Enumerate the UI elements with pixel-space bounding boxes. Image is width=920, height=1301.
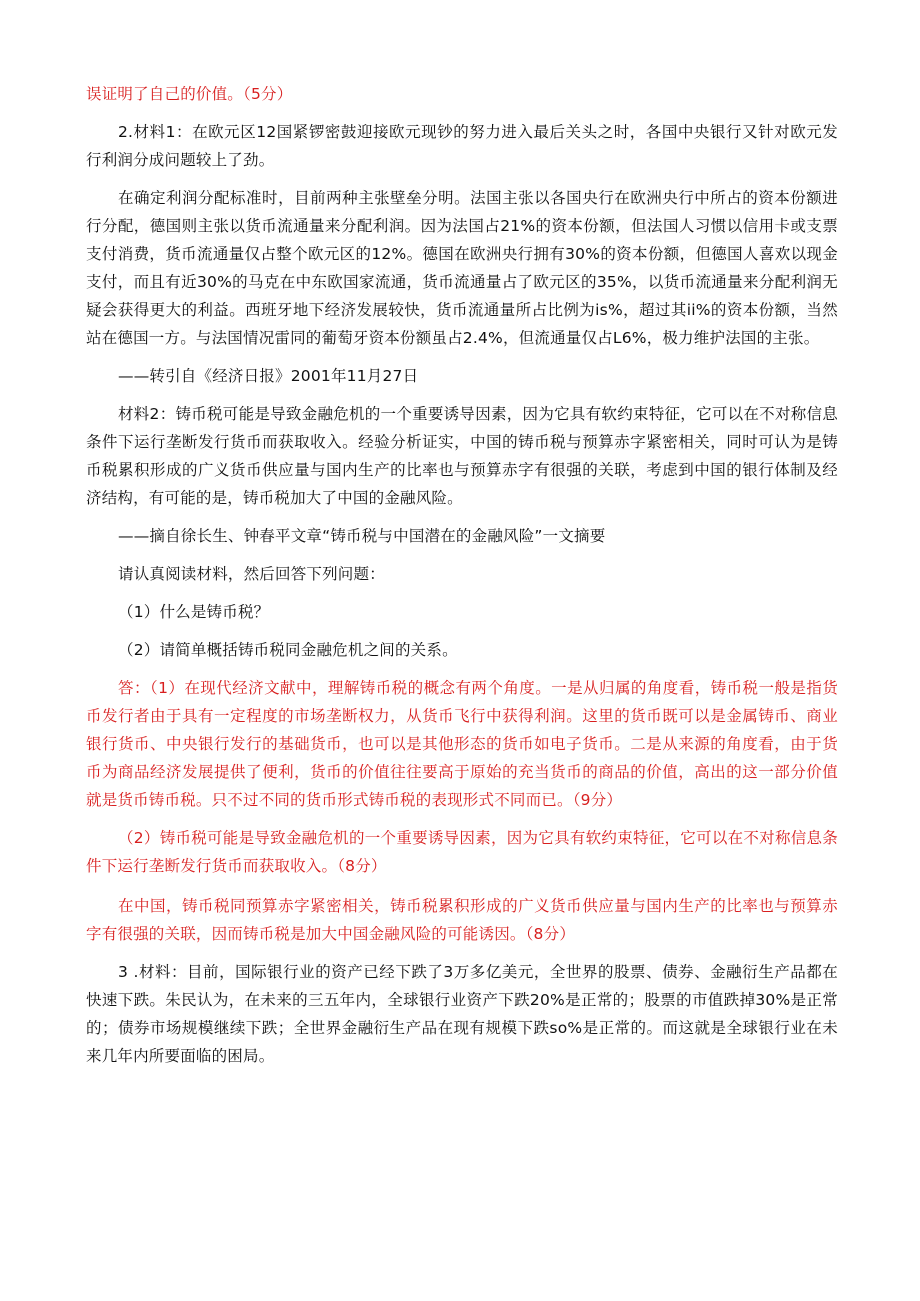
- question-2-material-1-intro: 2.材料1：在欧元区12国紧锣密鼓迎接欧元现钞的努力进入最后关头之时，各国中央银行又针对欧元发行利润分成问题较上了劲。: [86, 123, 838, 169]
- question-3-material: 3 .材料：目前，国际银行业的资产已经下跌了3万多亿美元，全世界的股票、债券、金融衍生产品都在快速下跌。朱民认为，在未来的三五年内，全球银行业资产下跌20%是正常的；股票的市值跌掉30%是正常的；债券市场规模继续下跌；全世界金融衍生产品在现有规模下跌so%是正常的。而这就是全球银行业在未来几年内所要面临的困局。: [86, 963, 838, 1065]
- question-2-subquestion-1: （1）什么是铸币税？: [118, 603, 270, 621]
- question-2-answer-1: 答：（1）在现代经济文献中，理解铸币税的概念有两个角度。一是从归属的角度看，铸币税一般是指货币发行者由于具有一定程度的市场垄断权力，从货币飞行中获得利润。这里的货币既可以是金属铸币、商业银行货币、中央银行发行的基础货币，也可以是其他形态的货币如电子货币。二是从来源的角度看，由于货币为商品经济发展提供了便利，货币的价值往往要高于原始的充当货币的商品的价值，高出的这一部分价值就是货币铸币税。只不过不同的货币形式铸币税的表现形式不同而已。（9分）: [86, 679, 838, 809]
- question-2-answer-2: （2）铸币税可能是导致金融危机的一个重要诱导因素，因为它具有软约束特征，它可以在不对称信息条件下运行垄断发行货币而获取收入。（8分）: [86, 829, 838, 875]
- question-2-subquestion-2: （2）请简单概括铸币税同金融危机之间的关系。: [118, 641, 458, 659]
- document-page: [86, 80, 838, 1070]
- question-2-material-2-source: ——摘自徐长生、钟春平文章“铸币税与中国潜在的金融风险”一文摘要: [118, 527, 606, 545]
- question-2-material-1-body: 在确定利润分配标准时，目前两种主张壁垒分明。法国主张以各国央行在欧洲央行中所占的资本份额进行分配，德国则主张以货币流通量来分配利润。因为法国占21%的资本份额，但法国人习惯以信用卡或支票支付消费，货币流通量仅占整个欧元区的12%。德国在欧洲央行拥有30%的资本份额，但德国人喜欢以现金支付，而且有近30%的马克在中东欧国家流通，货币流通量占了欧元区的35%，以货币流通量来分配利润无疑会获得更大的利益。西班牙地下经济发展较快，货币流通量所占比例为is%，超过其ii%的资本份额，当然站在德国一方。与法国情况雷同的葡萄牙资本份额虽占2.4%，但流通量仅占L6%，极力维护法国的主张。: [86, 189, 838, 347]
- question-2-material-2: 材料2：铸币税可能是导致金融危机的一个重要诱导因素，因为它具有软约束特征，它可以在不对称信息条件下运行垄断发行货币而获取收入。经验分析证实，中国的铸币税与预算赤字紧密相关，同时可认为是铸币税累积形成的广义货币供应量与国内生产的比率也与预算赤字有很强的关联，考虑到中国的银行体制及经济结构，有可能的是，铸币税加大了中国的金融风险。: [86, 405, 838, 507]
- question-2-instruction: 请认真阅读材料，然后回答下列问题：: [118, 565, 385, 583]
- previous-answer-tail: 误证明了自己的价值。（5分）: [86, 85, 293, 103]
- question-2-answer-2-continued: 在中国，铸币税同预算赤字紧密相关，铸币税累积形成的广义货币供应量与国内生产的比率也与预算赤字有很强的关联，因而铸币税是加大中国金融风险的可能诱因。（8分）: [86, 897, 838, 943]
- question-2-material-1-source: ——转引自《经济日报》2001年11月27日: [118, 367, 419, 385]
